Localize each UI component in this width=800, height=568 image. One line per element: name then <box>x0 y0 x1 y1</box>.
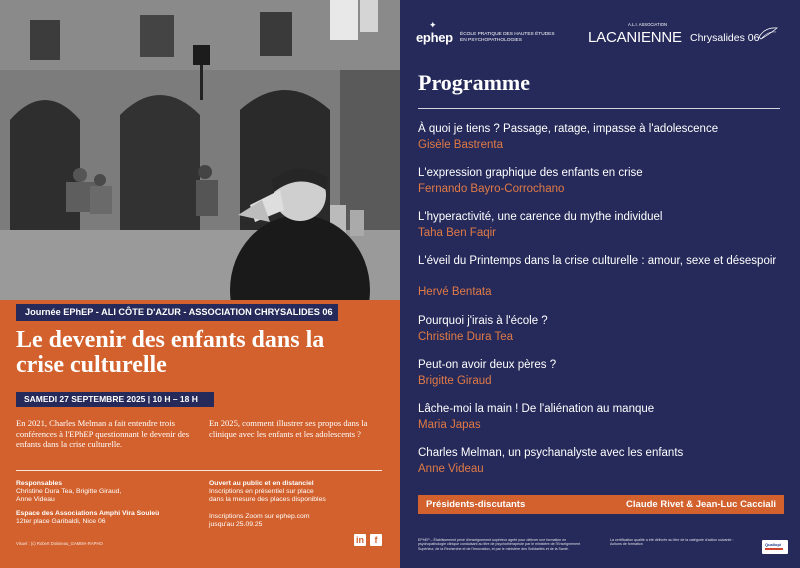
responsables-line-2: Anne Videau <box>16 496 55 504</box>
talk-title: Peut-on avoir deux pères ? <box>418 359 557 371</box>
date-banner: SAMEDI 27 SEPTEMBRE 2025 | 10 H – 18 H <box>16 392 214 407</box>
talk-title: L'éveil du Printemps dans la crise culturelle : amour, sexe et désespoir <box>418 255 777 267</box>
legal-left <box>418 538 608 551</box>
legal-left-line-1: EPhEP – Établissement privé d'enseignement supérieur agréé pour délivrer une formation en <box>418 538 567 542</box>
talk-title: Lâche-moi la main ! De l'aliénation au manque <box>418 403 655 415</box>
ephep-logo <box>416 20 581 48</box>
linkedin-icon[interactable]: in <box>356 535 364 545</box>
speaker-name: Taha Ben Faqir <box>418 227 496 239</box>
divider <box>16 470 382 471</box>
speaker-name: Christine Dura Tea <box>418 331 514 343</box>
intro-left: En 2021, Charles Melman a fait entendre trois conférences à l'EPhEP questionnant le devenir des enfants dans la crise culturelle. <box>16 418 190 450</box>
access-line-2: dans la mesure des places disponibles <box>209 496 326 504</box>
ephep-subtitle-line-2: EN PSYCHOPATHOLOGIES <box>460 37 522 43</box>
legal-left-line-2: psychopathologie clinique conduisant au titre de psychothérapeute par le ministère de l'Enseignement <box>418 542 581 547</box>
access-heading: Ouvert au public et en distanciel <box>209 480 314 487</box>
legal-left-line-3: Supérieur, de la Recherche et de l'Innovation, et par le ministère des Solidarités et de la Santé. <box>418 546 569 551</box>
legal-right-line-1: La certification qualité a été délivrée au titre de la catégorie d'action suivante : <box>610 538 734 542</box>
legal-right-line-2: Actions de formation <box>610 542 643 547</box>
zoom-line-1: Inscriptions Zoom sur ephep.com <box>209 513 310 520</box>
programme-title: Programme <box>418 70 530 95</box>
ephep-subtitle-line-1: ÉCOLE PRATIQUE DES HAUTES ÉTUDES <box>460 32 555 37</box>
event-banner: Journée EPhEP - ALI CÔTE D'AZUR - ASSOCIATION CHRYSALIDES 06 <box>16 304 338 321</box>
facebook-icon[interactable]: f <box>370 534 382 546</box>
talk-title: L'expression graphique des enfants en crise <box>418 167 643 179</box>
legal-right <box>610 538 755 547</box>
venue-heading: Espace des Associations Amphi Vira Souleù <box>16 510 160 517</box>
chrysalides-logo-text: Chrysalides 06 <box>690 32 760 44</box>
title-line-2: crise culturelle <box>16 352 167 378</box>
responsables-block <box>16 480 201 505</box>
speaker-name: Gisèle Bastrenta <box>418 139 504 151</box>
cover-photo <box>0 0 400 300</box>
title-line-1: Le devenir des enfants dans la <box>16 327 325 353</box>
programme-divider <box>418 108 780 109</box>
qualiopi-mark-icon <box>765 548 783 550</box>
bird-icon: ✦ <box>429 20 437 30</box>
presidents-label: Présidents-discutants <box>426 499 526 510</box>
qualiopi-logo <box>762 540 788 554</box>
speaker-name: Fernando Bayro-Corrochano <box>418 183 565 195</box>
responsables-heading: Responsables <box>16 480 63 487</box>
speaker-name: Brigitte Giraud <box>418 375 492 387</box>
photo-credit: Visuel : (c) Robert Doisneau_GAMMA-RAPHO <box>16 541 103 546</box>
ali-small-text: A.L.I. ASSOCIATION <box>628 22 668 27</box>
qualiopi-text: Qualiopi <box>765 542 781 547</box>
speaker-name: Hervé Bentata <box>418 286 492 298</box>
venue-block <box>16 510 201 526</box>
speaker-name: Maria Japas <box>418 419 481 431</box>
talk-title: L'hyperactivité, une carence du mythe individuel <box>418 211 663 223</box>
right-panel <box>400 0 800 568</box>
talk-title: Charles Melman, un psychanalyste avec les enfants <box>418 447 684 459</box>
ali-logo <box>588 22 684 48</box>
responsables-line-1: Christine Dura Tea, Brigitte Giraud, <box>16 488 122 496</box>
access-block <box>209 480 387 505</box>
presidents-banner <box>418 495 784 514</box>
access-line-1: Inscriptions en présentiel sur place <box>209 488 314 496</box>
talk-title: Pourquoi j'irais à l'école ? <box>418 315 548 327</box>
ephep-subtitle <box>460 32 582 43</box>
presidents-names: Claude Rivet & Jean-Luc Cacciali <box>626 499 776 510</box>
speaker-name: Anne Videau <box>418 463 484 475</box>
ephep-wordmark: ephep <box>416 30 453 45</box>
intro-right: En 2025, comment illustrer ses propos dans la clinique avec les enfants et les adolescents ? <box>209 418 368 439</box>
zoom-block <box>209 513 387 529</box>
ali-wordmark: LACANIENNE <box>588 29 682 46</box>
chrysalis-icon <box>757 25 779 41</box>
photo-illustration <box>0 0 400 300</box>
event-title <box>16 328 386 378</box>
talk-title: À quoi je tiens ? Passage, ratage, impasse à l'adolescence <box>418 123 719 135</box>
zoom-line-2: jusqu'au 25.09.25 <box>209 521 263 529</box>
venue-address: 12ter place Garibaldi, Nice 06 <box>16 518 106 526</box>
